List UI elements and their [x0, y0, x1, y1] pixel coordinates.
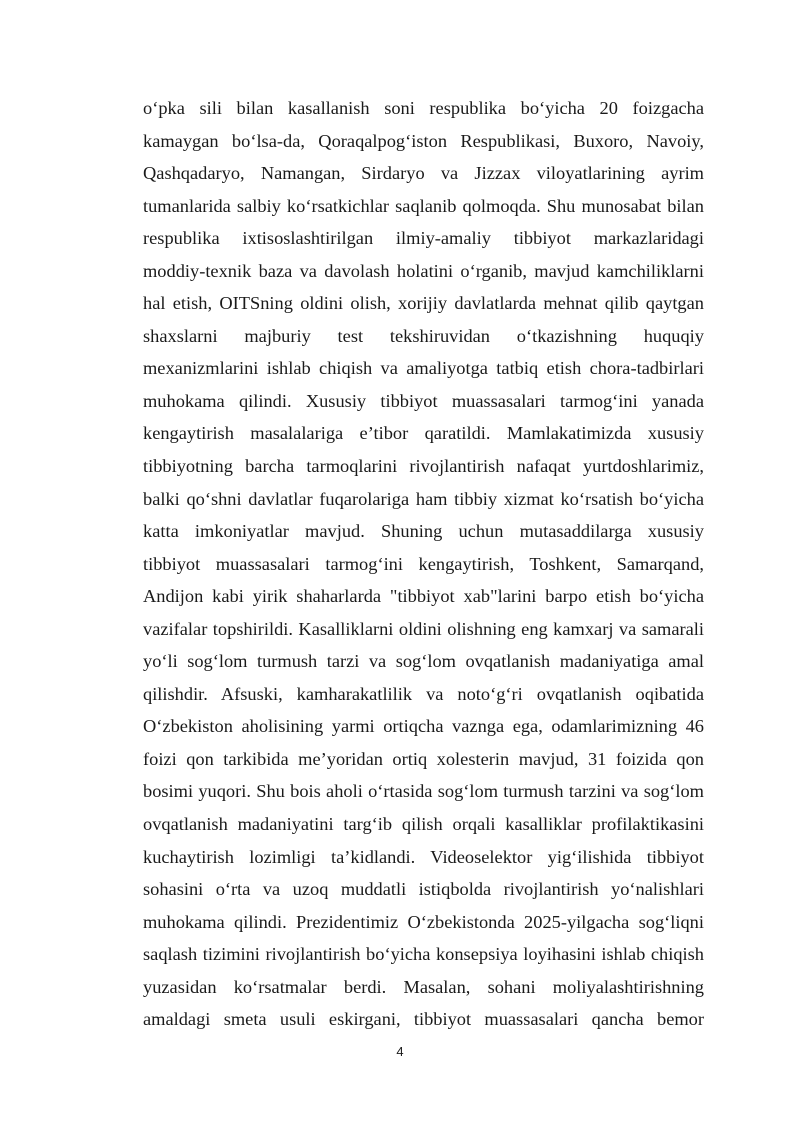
text-line: bosimi yuqori. Shu bois aholi o‘rtasida sog‘lom turmush tarzini va sog‘lom — [143, 781, 704, 802]
text-line: kengaytirish masalalariga e’tibor qaratildi. Mamlakatimizda xususiy — [143, 423, 704, 444]
text-line: katta imkoniyatlar mavjud. Shuning uchun mutasaddilarga xususiy — [143, 521, 704, 542]
text-line: tibbiyot muassasalari tarmog‘ini kengaytirish, Toshkent, Samarqand, — [143, 553, 704, 574]
page-number: 4 — [396, 1044, 404, 1059]
text-line: o‘pka sili bilan kasallanish soni respublika bo‘yicha 20 foizgacha — [143, 98, 704, 118]
text-line: ovqatlanish madaniyatini targ‘ib qilish orqali kasalliklar profilaktikasini — [143, 814, 704, 835]
text-line: foizi qon tarkibida me’yoridan ortiq xolesterin mavjud, 31 foizida qon — [143, 748, 704, 769]
text-line: vazifalar topshirildi. Kasalliklarni oldini olishning eng kamxarj va samarali — [143, 618, 704, 639]
text-line: tibbiyotning barcha tarmoqlarini rivojlantirish nafaqat yurtdoshlarimiz, — [143, 456, 704, 477]
text-line: yuzasidan ko‘rsatmalar berdi. Masalan, sohani moliyalashtirishning — [143, 976, 704, 997]
text-line: shaxslarni majburiy test tekshiruvidan o‘tkazishning huquqiy — [143, 325, 704, 346]
text-line: qilishdir. Afsuski, kamharakatlilik va noto‘g‘ri ovqatlanish oqibatida — [143, 683, 704, 704]
text-line: yo‘li sog‘lom turmush tarzi va sog‘lom ovqatlanish madaniyatiga amal — [143, 651, 704, 672]
text-line: Qashqadaryo, Namangan, Sirdaryo va Jizzax viloyatlarining ayrim — [143, 163, 704, 184]
text-line: hal etish, OITSning oldini olish, xorijiy davlatlarda mehnat qilib qaytgan — [143, 293, 704, 314]
text-line: muhokama qilindi. Prezidentimiz O‘zbekistonda 2025-yilgacha sog‘liqni — [143, 911, 704, 932]
text-line: moddiy-texnik baza va davolash holatini o‘rganib, mavjud kamchiliklarni — [143, 260, 704, 281]
text-line: sohasini o‘rta va uzoq muddatli istiqbolda rivojlantirish yo‘nalishlari — [143, 879, 704, 900]
text-line: Andijon kabi yirik shaharlarda "tibbiyot xab"larini barpo etish bo‘yicha — [143, 586, 704, 607]
text-line: kamaygan bo‘lsa-da, Qoraqalpog‘iston Respublikasi, Buxoro, Navoiy, — [143, 130, 704, 151]
text-line: amaldagi smeta usuli eskirgani, tibbiyot muassasalari qancha bemor — [143, 1009, 704, 1030]
text-line: balki qo‘shni davlatlar fuqarolariga ham tibbiy xizmat ko‘rsatish bo‘yicha — [143, 488, 704, 509]
text-line: saqlash tizimini rivojlantirish bo‘yicha konsepsiya loyihasini ishlab chiqish — [143, 944, 704, 965]
text-line: O‘zbekiston aholisining yarmi ortiqcha vaznga ega, odamlarimizning 46 — [143, 716, 704, 737]
text-line: respublika ixtisoslashtirilgan ilmiy-amaliy tibbiyot markazlaridagi — [143, 228, 704, 249]
body-text — [143, 92, 704, 1036]
text-line: mexanizmlarini ishlab chiqish va amaliyotga tatbiq etish chora-tadbirlari — [143, 358, 704, 379]
text-line: tumanlarida salbiy ko‘rsatkichlar saqlanib qolmoqda. Shu munosabat bilan — [143, 195, 704, 216]
text-line: muhokama qilindi. Xususiy tibbiyot muassasalari tarmog‘ini yanada — [143, 390, 704, 411]
text-line: kuchaytirish lozimligi ta’kidlandi. Videoselektor yig‘ilishida tibbiyot — [143, 846, 704, 867]
